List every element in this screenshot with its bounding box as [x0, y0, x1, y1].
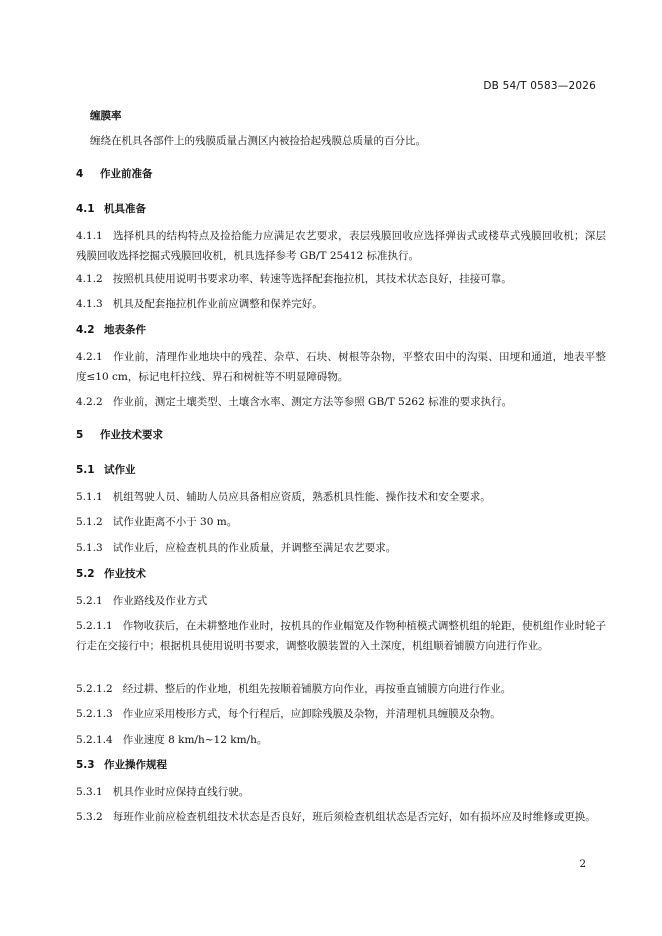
- clause-paragraph: [76, 704, 606, 724]
- clause-number: 5.3.1: [76, 786, 103, 798]
- clause-paragraph: [76, 679, 606, 699]
- clause-paragraph: [76, 782, 606, 802]
- section-number: 4: [76, 168, 84, 180]
- clause-paragraph: [76, 269, 606, 289]
- subsection-title: 试作业: [104, 464, 136, 476]
- clause-number: 4.2.1: [76, 351, 103, 363]
- clause-text: 试作业距离不小于 30 m。: [112, 516, 238, 528]
- subsection-heading: [76, 462, 606, 477]
- subsection-title: 机具准备: [104, 203, 146, 215]
- clause-text: 作业前，测定土壤类型、土壤含水率、测定方法等参照 GB/T 5262 标准的要求执行。: [112, 396, 513, 408]
- clause-text: 按照机具使用说明书要求功率、转速等选择配套拖拉机，其技术状态良好，挂接可靠。: [112, 273, 512, 285]
- clause-paragraph: [76, 487, 606, 507]
- subsection-heading: [76, 757, 606, 772]
- clause-number: 5.2.1.2: [76, 683, 113, 695]
- clause-number: 4.1.1: [76, 230, 103, 242]
- subsection-number: 5.2: [76, 568, 95, 580]
- clause-paragraph: [76, 616, 606, 656]
- subsection-heading: [76, 322, 606, 337]
- page-number: 2: [579, 858, 586, 870]
- subsection-title: 作业操作规程: [104, 759, 167, 771]
- section-heading: [76, 427, 606, 442]
- subsection-number: 5.1: [76, 464, 95, 476]
- subsection-title: 地表条件: [104, 324, 146, 336]
- clause-number: 5.1.1: [76, 491, 103, 503]
- section-title: 作业前准备: [100, 168, 153, 180]
- term-definition: 缠绕在机具各部件上的残膜质量占测区内被捡拾起残膜总质量的百分比。: [90, 135, 426, 147]
- clause-number: 4.2.2: [76, 396, 103, 408]
- clause-number: 5.2.1.4: [76, 734, 113, 746]
- clause-text: 作物收获后，在未耕整地作业时，按机具的作业幅宽及作物种植模式调整机组的轮距，使机组作业时轮子行走在交接行中；根据机具使用说明书要求，调整收膜装置的入土深度，机组顺着铺膜方向进行作业。: [76, 620, 606, 652]
- section-number: 5: [76, 429, 84, 441]
- clause-text: 每班作业前应检查机组技术状态是否良好，班后须检查机组状态是否完好，如有损坏应及时维修或更换。: [112, 811, 596, 823]
- subsection-number: 5.3: [76, 759, 95, 771]
- clause-text: 作业应采用梭形方式，每个行程后，应卸除残膜及杂物，并清理机具缠膜及杂物。: [122, 708, 501, 720]
- subsection-heading: [76, 566, 606, 581]
- standard-number-header: DB 54/T 0583—2026: [483, 80, 596, 92]
- clause-paragraph: [76, 512, 606, 532]
- clause-number: 5.2.1: [76, 595, 103, 607]
- clause-paragraph: [76, 538, 606, 558]
- clause-text: 作业前，清理作业地块中的残茬、杂草、石块、树根等杂物，平整农田中的沟渠、田埂和通道，地表平整度≤10 cm，标记电杆拉线、界石和树桩等不明显障碍物。: [76, 351, 606, 383]
- section-heading: [76, 166, 606, 181]
- clause-number: 5.2.1.3: [76, 708, 113, 720]
- clause-number: 4.1.2: [76, 273, 103, 285]
- clause-paragraph: [76, 294, 606, 314]
- subsection-number: 4.2: [76, 324, 95, 336]
- clause-number: 4.1.3: [76, 298, 103, 310]
- clause-text: 机组驾驶人员、辅助人员应具备相应资质，熟悉机具性能、操作技术和安全要求。: [112, 491, 491, 503]
- section-title: 作业技术要求: [100, 429, 163, 441]
- clause-text: 试作业后，应检查机具的作业质量，并调整至满足农艺要求。: [112, 542, 397, 554]
- clause-text: 选择机具的结构特点及捡拾能力应满足农艺要求，表层残膜回收应选择弹齿式或楼草式残膜回收机；深层残膜回收选择挖掘式残膜回收机，机具选择参考 GB/T 25412 标准执行。: [76, 230, 606, 262]
- clause-paragraph: [76, 807, 606, 827]
- clause-number: 5.3.2: [76, 811, 103, 823]
- subsection-number: 4.1: [76, 203, 95, 215]
- clause-text: 作业速度 8 km/h~12 km/h。: [122, 734, 268, 746]
- clause-number: 5.1.3: [76, 542, 103, 554]
- clause-paragraph: [76, 392, 606, 412]
- term-title: 缠膜率: [90, 110, 122, 122]
- subsection-heading: [76, 201, 606, 216]
- clause-number: 5.1.2: [76, 516, 103, 528]
- clause-paragraph: [76, 226, 606, 266]
- clause-number: 5.2.1.1: [76, 620, 113, 632]
- clause-paragraph: [76, 730, 606, 750]
- clause-text: 作业路线及作业方式: [112, 595, 208, 607]
- clause-text: 经过耕、整后的作业地，机组先按顺着铺膜方向作业，再按垂直铺膜方向进行作业。: [122, 683, 512, 695]
- subsection-title: 作业技术: [104, 568, 146, 580]
- clause-text: 机具作业时应保持直线行驶。: [112, 786, 250, 798]
- clause-paragraph: [76, 591, 606, 611]
- clause-text: 机具及配套拖拉机作业前应调整和保养完好。: [112, 298, 323, 310]
- clause-paragraph: [76, 347, 606, 387]
